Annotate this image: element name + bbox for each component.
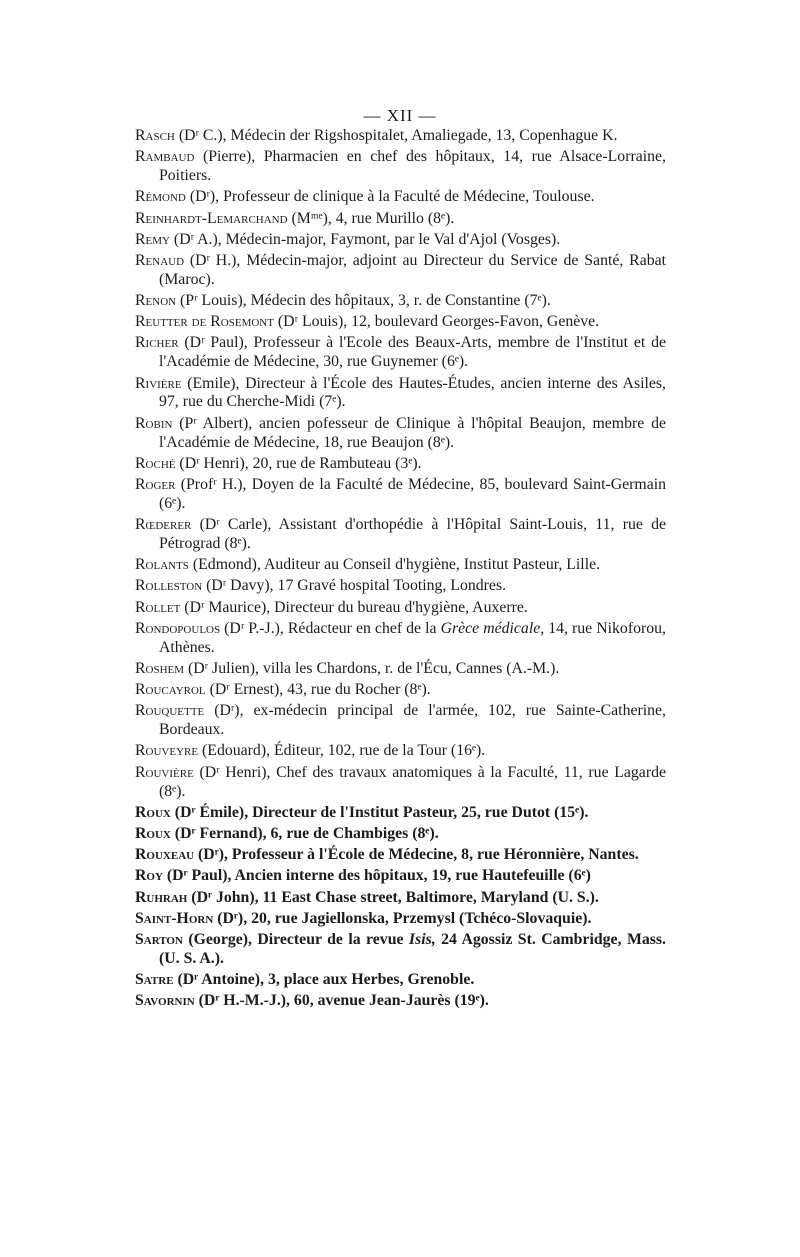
directory-entry [135, 455, 666, 474]
entry-name: Rivière [135, 374, 182, 392]
directory-entry [135, 375, 666, 413]
directory-entry [135, 292, 666, 311]
entry-text: (Dʳ), ex-médecin principal de l'armée, 102, rue Sainte-Catherine, Bordeaux. [159, 702, 666, 739]
entry-text: (Dʳ Fernand), 6, rue de Chambiges (8ᵉ). [170, 824, 439, 842]
entry-text: (Edmond), Auditeur au Conseil d'hygiène, Institut Pasteur, Lille. [188, 556, 601, 574]
entry-name: Rasch [135, 127, 175, 144]
entry-name: Saint-Horn [135, 909, 214, 927]
entry-text: (Dʳ), Professeur de clinique à la Faculté de Médecine, Toulouse. [185, 188, 595, 206]
directory-entry [135, 252, 666, 290]
entry-name: Roucayrol [135, 681, 206, 699]
directory-entry [135, 210, 666, 229]
directory-entry [135, 702, 666, 740]
entry-name: Renon [135, 292, 177, 310]
directory-entry [135, 313, 666, 332]
directory-entry [135, 804, 666, 823]
entry-text: (Dʳ Maurice), Directeur du bureau d'hygiène, Auxerre. [180, 598, 528, 616]
directory-entry [135, 415, 666, 453]
entry-text: (Mᵐᵉ), 4, rue Murillo (8ᵉ). [287, 209, 455, 227]
entry-text: (George), Directeur de la revue [182, 930, 409, 948]
entry-name: Sarton [135, 930, 183, 948]
entry-name: Rouxeau [135, 846, 195, 864]
entry-text: (Emile), Directeur à l'École des Hautes-Études, ancien interne des Asiles, 97, rue du Cherche-Midi (7ᵉ). [159, 374, 666, 411]
entry-name: Rolants [135, 556, 189, 574]
directory-entry [135, 931, 666, 969]
directory-entry [135, 992, 666, 1011]
entry-text: (Dʳ), Professeur à l'École de Médecine, 8, rue Héronnière, Nantes. [194, 846, 639, 864]
directory-entry [135, 910, 666, 929]
entry-name: Reinhardt-Lemarchand [135, 209, 288, 227]
entry-name: Remy [135, 230, 170, 248]
entry-italic: Grèce médicale, [440, 619, 545, 637]
entry-text: (Pʳ Albert), ancien pofesseur de Clinique à l'hôpital Beaujon, membre de l'Académie de Médecine, 18, rue Beaujon (8ᵉ). [159, 414, 666, 451]
entry-name: Savornin [135, 992, 195, 1010]
directory-entry [135, 148, 666, 186]
entry-name: Renaud [135, 251, 185, 269]
directory-list [135, 127, 666, 1013]
entry-name: Rouquette [135, 702, 205, 720]
entry-text: (Pʳ Louis), Médecin des hôpitaux, 3, r. de Constantine (7ᵉ). [176, 292, 551, 310]
entry-name: Ruhrah [135, 888, 188, 906]
entry-text: (Dʳ Émile), Directeur de l'Institut Pasteur, 25, rue Dutot (15ᵉ). [170, 803, 589, 821]
entry-name: Rouvière [135, 763, 194, 781]
directory-entry [135, 599, 666, 618]
directory-entry [135, 577, 666, 596]
entry-text: (Dʳ Carle), Assistant d'orthopédie à l'Hôpital Saint-Louis, 11, rue de Pétrograd (8ᵉ). [159, 516, 666, 552]
entry-italic: Isis, [408, 930, 436, 948]
entry-text: (Dʳ Paul), Professeur à l'Ecole des Beaux-Arts, membre de l'Institut et de l'Académie de Médecine, 30, rue Guynemer (6ᵉ). [159, 334, 666, 371]
entry-name: Rollet [135, 598, 181, 616]
entry-text: (Profʳ H.), Doyen de la Faculté de Médecine, 85, boulevard Saint-Germain (6ᵉ). [159, 475, 666, 512]
directory-entry [135, 660, 666, 679]
entry-name: Roshem [135, 659, 185, 677]
entry-text: (Pierre), Pharmacien en chef des hôpitaux, 14, rue Alsace-Lorraine, Poitiers. [159, 148, 666, 185]
directory-entry [135, 889, 666, 908]
entry-name: Rémond [135, 188, 186, 206]
entry-text: (Dʳ Ernest), 43, rue du Rocher (8ᵉ). [205, 681, 431, 699]
entry-text-after: 14, rue Nikoforou, Athènes. [159, 619, 666, 656]
entry-text: (Dʳ Henri), 20, rue de Rambuteau (3ᵉ). [175, 454, 422, 472]
directory-entry [135, 127, 666, 146]
page-number: — XII — [363, 106, 437, 125]
entry-text: (Dʳ Antoine), 3, place aux Herbes, Grenoble. [173, 971, 475, 989]
entry-name: Reutter de Rosemont [135, 313, 274, 331]
entry-name: Richer [135, 334, 179, 352]
directory-entry [135, 476, 666, 514]
entry-text: (Edouard), Éditeur, 102, rue de la Tour (16ᵉ). [198, 742, 486, 760]
entry-name: Roy [135, 867, 163, 885]
entry-text: (Dʳ C.), Médecin der Rigshospitalet, Amaliegade, 13, Copenhague K. [174, 127, 618, 144]
directory-entry [135, 334, 666, 372]
directory-entry [135, 764, 666, 802]
entry-text: (Dʳ Davy), 17 Gravé hospital Tooting, Londres. [202, 577, 507, 595]
entry-name: Robin [135, 414, 173, 432]
entry-name: Rondopoulos [135, 619, 221, 637]
directory-entry [135, 846, 666, 865]
directory-entry [135, 867, 666, 886]
entry-text: (Dʳ P.-J.), Rédacteur en chef de la [220, 619, 441, 637]
entry-text: (Dʳ Louis), 12, boulevard Georges-Favon, Genève. [273, 313, 600, 331]
entry-name: Roux [135, 824, 171, 842]
directory-entry [135, 742, 666, 761]
entry-text: (Dʳ Julien), villa les Chardons, r. de l'Écu, Cannes (A.-M.). [184, 659, 560, 677]
entry-text: (Dʳ John), 11 East Chase street, Baltimore, Maryland (U. S.). [187, 888, 599, 906]
directory-entry [135, 188, 666, 207]
directory-entry [135, 971, 666, 990]
entry-name: Roché [135, 454, 176, 472]
directory-entry [135, 516, 666, 554]
entry-name: Roger [135, 475, 176, 493]
entry-name: Rolleston [135, 577, 203, 595]
entry-name: Rouveyre [135, 742, 199, 760]
entry-text: (Dʳ A.), Médecin-major, Faymont, par le Val d'Ajol (Vosges). [169, 230, 561, 248]
entry-text: (Dʳ Paul), Ancien interne des hôpitaux, 19, rue Hautefeuille (6ᵉ) [162, 867, 591, 885]
directory-entry [135, 681, 666, 700]
entry-text: (Dʳ H.), Médecin-major, adjoint au Directeur du Service de Santé, Rabat (Maroc). [159, 251, 666, 288]
entry-name: Rœderer [135, 516, 192, 534]
entry-text: (Dʳ), 20, rue Jagiellonska, Przemysl (Tchéco-Slovaquie). [213, 909, 592, 927]
directory-entry [135, 825, 666, 844]
directory-entry [135, 556, 666, 575]
directory-entry [135, 231, 666, 250]
directory-entry [135, 620, 666, 658]
entry-name: Roux [135, 803, 171, 821]
entry-text-after: 24 Agossiz St. Cambridge, Mass. (U. S. A.). [159, 930, 666, 967]
entry-text: (Dʳ Henri), Chef des travaux anatomiques à la Faculté, 11, rue Lagarde (8ᵉ). [159, 763, 666, 800]
entry-name: Satre [135, 971, 174, 989]
entry-name: Rambaud [135, 148, 195, 166]
entry-text: (Dʳ H.-M.-J.), 60, avenue Jean-Jaurès (19ᵉ). [194, 992, 489, 1010]
